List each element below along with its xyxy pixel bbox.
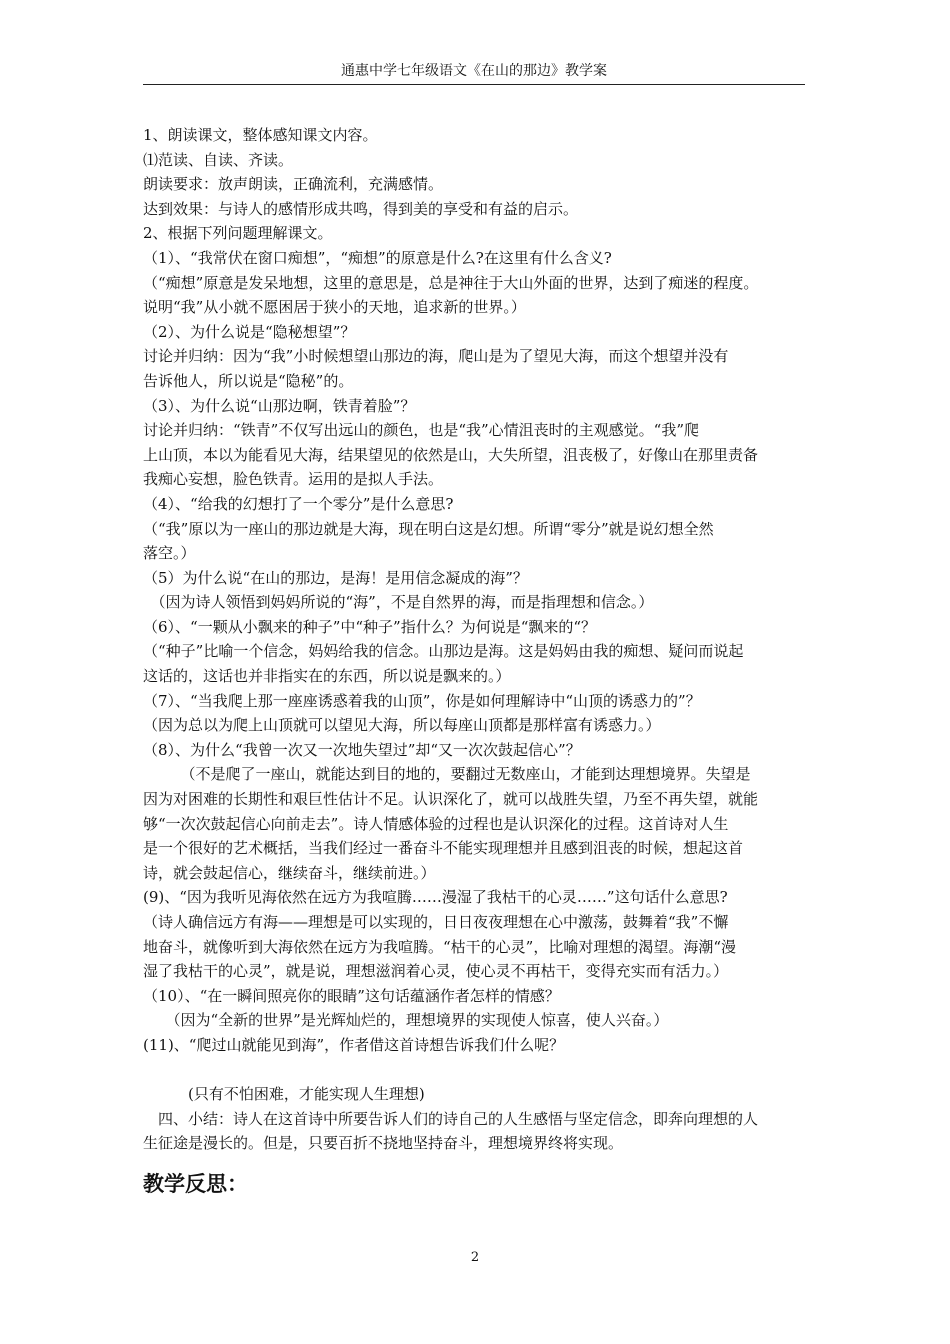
header-divider <box>143 84 805 85</box>
text-line: 我痴心妄想，脸色铁青。运用的是拟人手法。 <box>143 470 444 489</box>
text-line: 四、小结：诗人在这首诗中所要告诉人们的诗自己的人生感悟与坚定信念，即奔向理想的人 <box>143 1109 759 1128</box>
text-line: （7）、“当我爬上那一座座诱惑着我的山顶”，你是如何理解诗中“山顶的诱惑力的”？ <box>143 691 701 710</box>
page-header-title: 通惠中学七年级语文《在山的那边》教学案 <box>341 63 607 79</box>
text-line: （10）、“在一瞬间照亮你的眼睛”这句话蕴涵作者怎样的情感？ <box>143 986 560 1005</box>
text-line: （不是爬了一座山，就能达到目的地的，要翻过无数座山，才能到达理想境界。失望是 <box>143 765 751 784</box>
text-line: 生征途是漫长的。但是，只要百折不挠地坚持奋斗，理想境界终将实现。 <box>143 1134 624 1153</box>
text-line: （5）为什么说“在山的那边，是海！是用信念凝成的海”？ <box>143 568 528 587</box>
text-line: （“我”原以为一座山的那边就是大海，现在明白这是幻想。所谓“零分”就是说幻想全然 <box>143 519 714 538</box>
text-line: （2）、为什么说是“隐秘想望”？ <box>143 322 356 341</box>
text-line: (只有不怕困难，才能实现人生理想) <box>143 1085 425 1104</box>
text-line: 因为对困难的长期性和艰巨性估计不足。认识深化了，就可以战胜失望，乃至不再失望，就能 <box>143 790 759 809</box>
text-line: （“种子”比喻一个信念，妈妈给我的信念。山那边是海。这是妈妈由我的痴想、疑问而说起 <box>143 642 744 661</box>
text-line: （“痴想”原意是发呆地想，这里的意思是，总是神往于大山外面的世界，达到了痴迷的程度。 <box>143 273 759 292</box>
text-line: 讨论并归纳：因为“我”小时候想望山那边的海，爬山是为了望见大海，而这个想望并没有 <box>143 347 729 366</box>
text-line: 朗读要求：放声朗读，正确流利，充满感情。 <box>143 175 444 194</box>
text-line: （1）、“我常伏在窗口痴想”，“痴想”的原意是什么?在这里有什么含义? <box>143 248 612 267</box>
text-line: （8）、为什么“我曾一次又一次地失望过”却“又一次次鼓起信心”？ <box>143 740 581 759</box>
text-line: （3）、为什么说“山那边啊，铁青着脸”？ <box>143 396 416 415</box>
text-line: （4）、“给我的幻想打了一个零分”是什么意思? <box>143 494 454 513</box>
text-line: （因为总以为爬上山顶就可以望见大海，所以每座山顶都是那样富有诱惑力。） <box>143 716 661 735</box>
text-line: 说明“我”从小就不愿困居于狭小的天地，追求新的世界。） <box>143 298 526 317</box>
text-line: (9)、“因为我听见海依然在远方为我喧腾……漫湿了我枯干的心灵……”这句话什么意思? <box>143 888 728 907</box>
text-line: 够“一次次鼓起信心向前走去”。诗人情感体验的过程也是认识深化的过程。这首诗对人生 <box>143 814 729 833</box>
text-line: 诗，就会鼓起信心，继续奋斗，继续前进。） <box>143 863 436 882</box>
text-line: 达到效果：与诗人的感情形成共鸣，得到美的享受和有益的启示。 <box>143 199 579 218</box>
text-line: 落空。） <box>143 544 196 563</box>
text-line: （6）、“一颗从小飘来的种子”中“种子”指什么？为何说是“飘来的“？ <box>143 617 597 636</box>
text-line: 讨论并归纳：“铁青”不仅写出远山的颜色，也是“我”心情沮丧时的主观感觉。“我”爬 <box>143 421 700 440</box>
text-line <box>143 1058 811 1083</box>
text-line: 2、根据下列问题理解课文。 <box>143 224 333 243</box>
reflection-heading: 教学反思： <box>143 1171 248 1196</box>
text-line: （诗人确信远方有海——理想是可以实现的，日日夜夜理想在心中激荡，鼓舞着“我”不懈 <box>143 913 729 931</box>
text-line: 上山顶，本以为能看见大海，结果望见的依然是山，大失所望，沮丧极了，好像山在那里责备 <box>143 445 759 464</box>
text-line: (11)、“爬过山就能见到海”，作者借这首诗想告诉我们什么呢？ <box>143 1035 565 1054</box>
text-line: 是一个很好的艺术概括，当我们经过一番奋斗不能实现理想并且感到沮丧的时候，想起这首 <box>143 839 744 858</box>
text-line: 湿了我枯干的心灵”，就是说，理想滋润着心灵，使心灵不再枯干，变得充实而有活力。） <box>143 962 729 981</box>
text-line: ⑴范读、自读、齐读。 <box>143 150 294 169</box>
text-line: 地奋斗，就像听到大海依然在远方为我喧腾。“枯干的心灵”，比喻对理想的渴望。海潮“漫 <box>143 937 737 956</box>
page-number: 2 <box>470 1250 480 1265</box>
text-line: 这话的，这话也并非指实在的东西，所以说是飘来的。） <box>143 667 511 686</box>
lesson-body <box>143 123 811 1156</box>
text-line: 1、朗读课文，整体感知课文内容。 <box>143 126 378 144</box>
text-line: （因为诗人领悟到妈妈所说的“海”，不是自然界的海，而是指理想和信念。） <box>143 593 654 612</box>
text-line: （因为“全新的世界”是光辉灿烂的，理想境界的实现使人惊喜，使人兴奋。） <box>143 1011 669 1030</box>
text-line: 告诉他人，所以说是“隐秘”的。 <box>143 371 354 390</box>
